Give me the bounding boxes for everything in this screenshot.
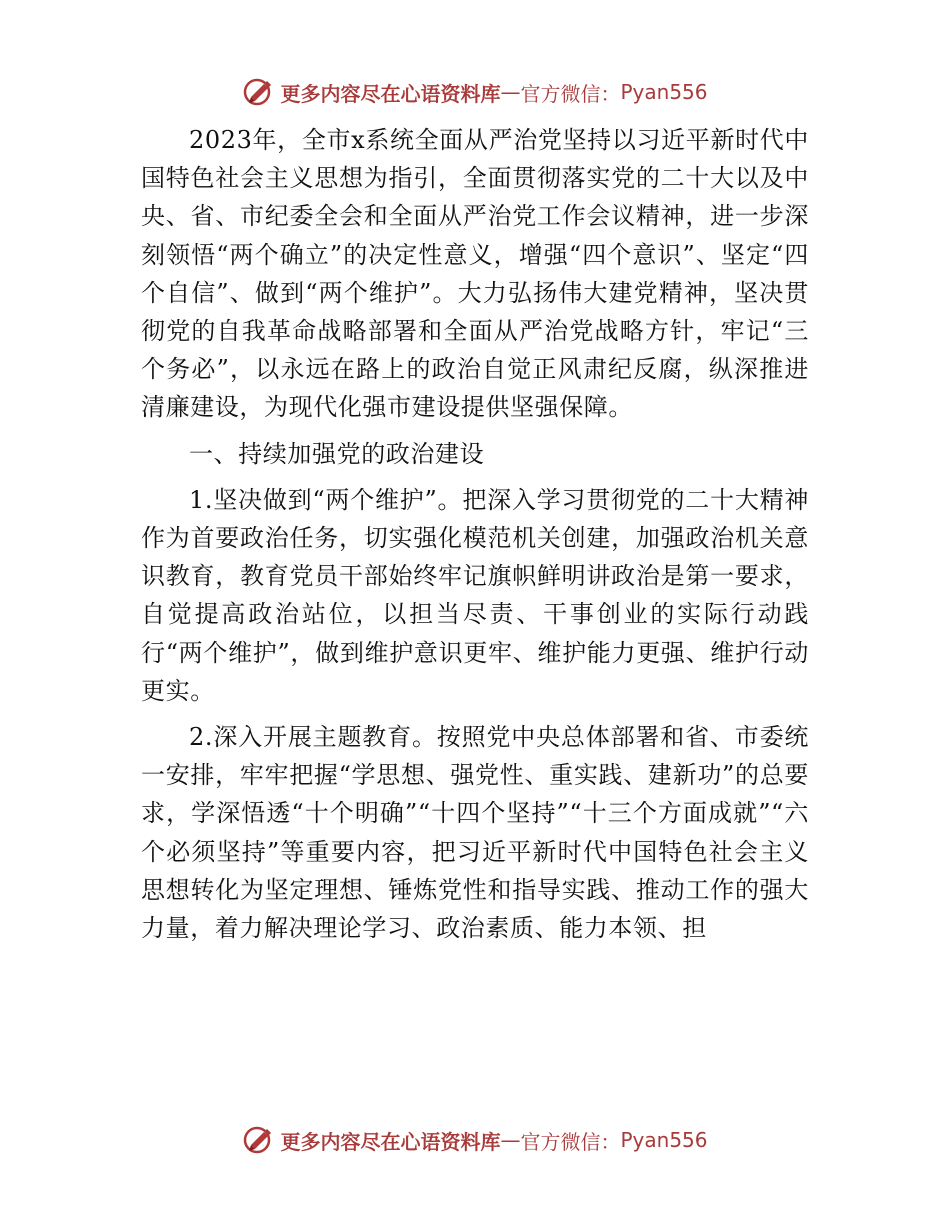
header-watermark-banner [0, 72, 950, 112]
section-heading: 一、持续加强党的政治建设 [189, 439, 485, 468]
pen-logo-icon [242, 1123, 276, 1157]
document-body [141, 121, 809, 947]
footer-watermark-banner [0, 1120, 950, 1160]
banner-label: 官方微信： [520, 81, 621, 106]
banner-text: 更多内容尽在心语资料库 [280, 81, 501, 106]
pen-logo-icon [242, 75, 276, 109]
item-paragraph-2: 2.深入开展主题教育。按照党中央总体部署和省、市委统一安排，牢牢把握“学思想、强党性、重实践、建新功”的总要求，学深悟透“十个明确”“十四个坚持”“十三个方面成就”“六个必须坚持”等重要内容，把习近平新时代中国特色社会主义思想转化为坚定理想、锤炼党性和指导实践、推动工作的强大力量，着力解决理论学习、政治素质、能力本领、担 [141, 723, 809, 943]
banner-label: 官方微信： [520, 1129, 621, 1154]
banner-wechat-id: Pyan556 [620, 1128, 708, 1152]
banner-wechat-id: Pyan556 [620, 80, 708, 104]
intro-paragraph: 2023年，全市x系统全面从严治党坚持以习近平新时代中国特色社会主义思想为指引，全面贯彻落实党的二十大以及中央、省、市纪委全会和全面从严治党工作会议精神，进一步深刻领悟“两个确立”的决定性意义，增强“四个意识”、坚定“四个自信”、做到“两个维护”。大力弘扬伟大建党精神，坚决贯彻党的自我革命战略部署和全面从严治党战略方针，牢记“三个务必”，以永远在路上的政治自觉正风肃纪反腐，纵深推进清廉建设，为现代化强市建设提供坚强保障。 [141, 126, 809, 422]
banner-dash: — [500, 1128, 521, 1152]
banner-dash: — [500, 80, 521, 104]
item-paragraph-1: 1.坚决做到“两个维护”。把深入学习贯彻党的二十大精神作为首要政治任务，切实强化模范机关创建，加强政治机关意识教育，教育党员干部始终牢记旗帜鲜明讲政治是第一要求，自觉提高政治站位，以担当尽责、干事创业的实际行动践行“两个维护”，做到维护意识更牢、维护能力更强、维护行动更实。 [141, 485, 809, 705]
banner-text: 更多内容尽在心语资料库 [280, 1129, 501, 1154]
